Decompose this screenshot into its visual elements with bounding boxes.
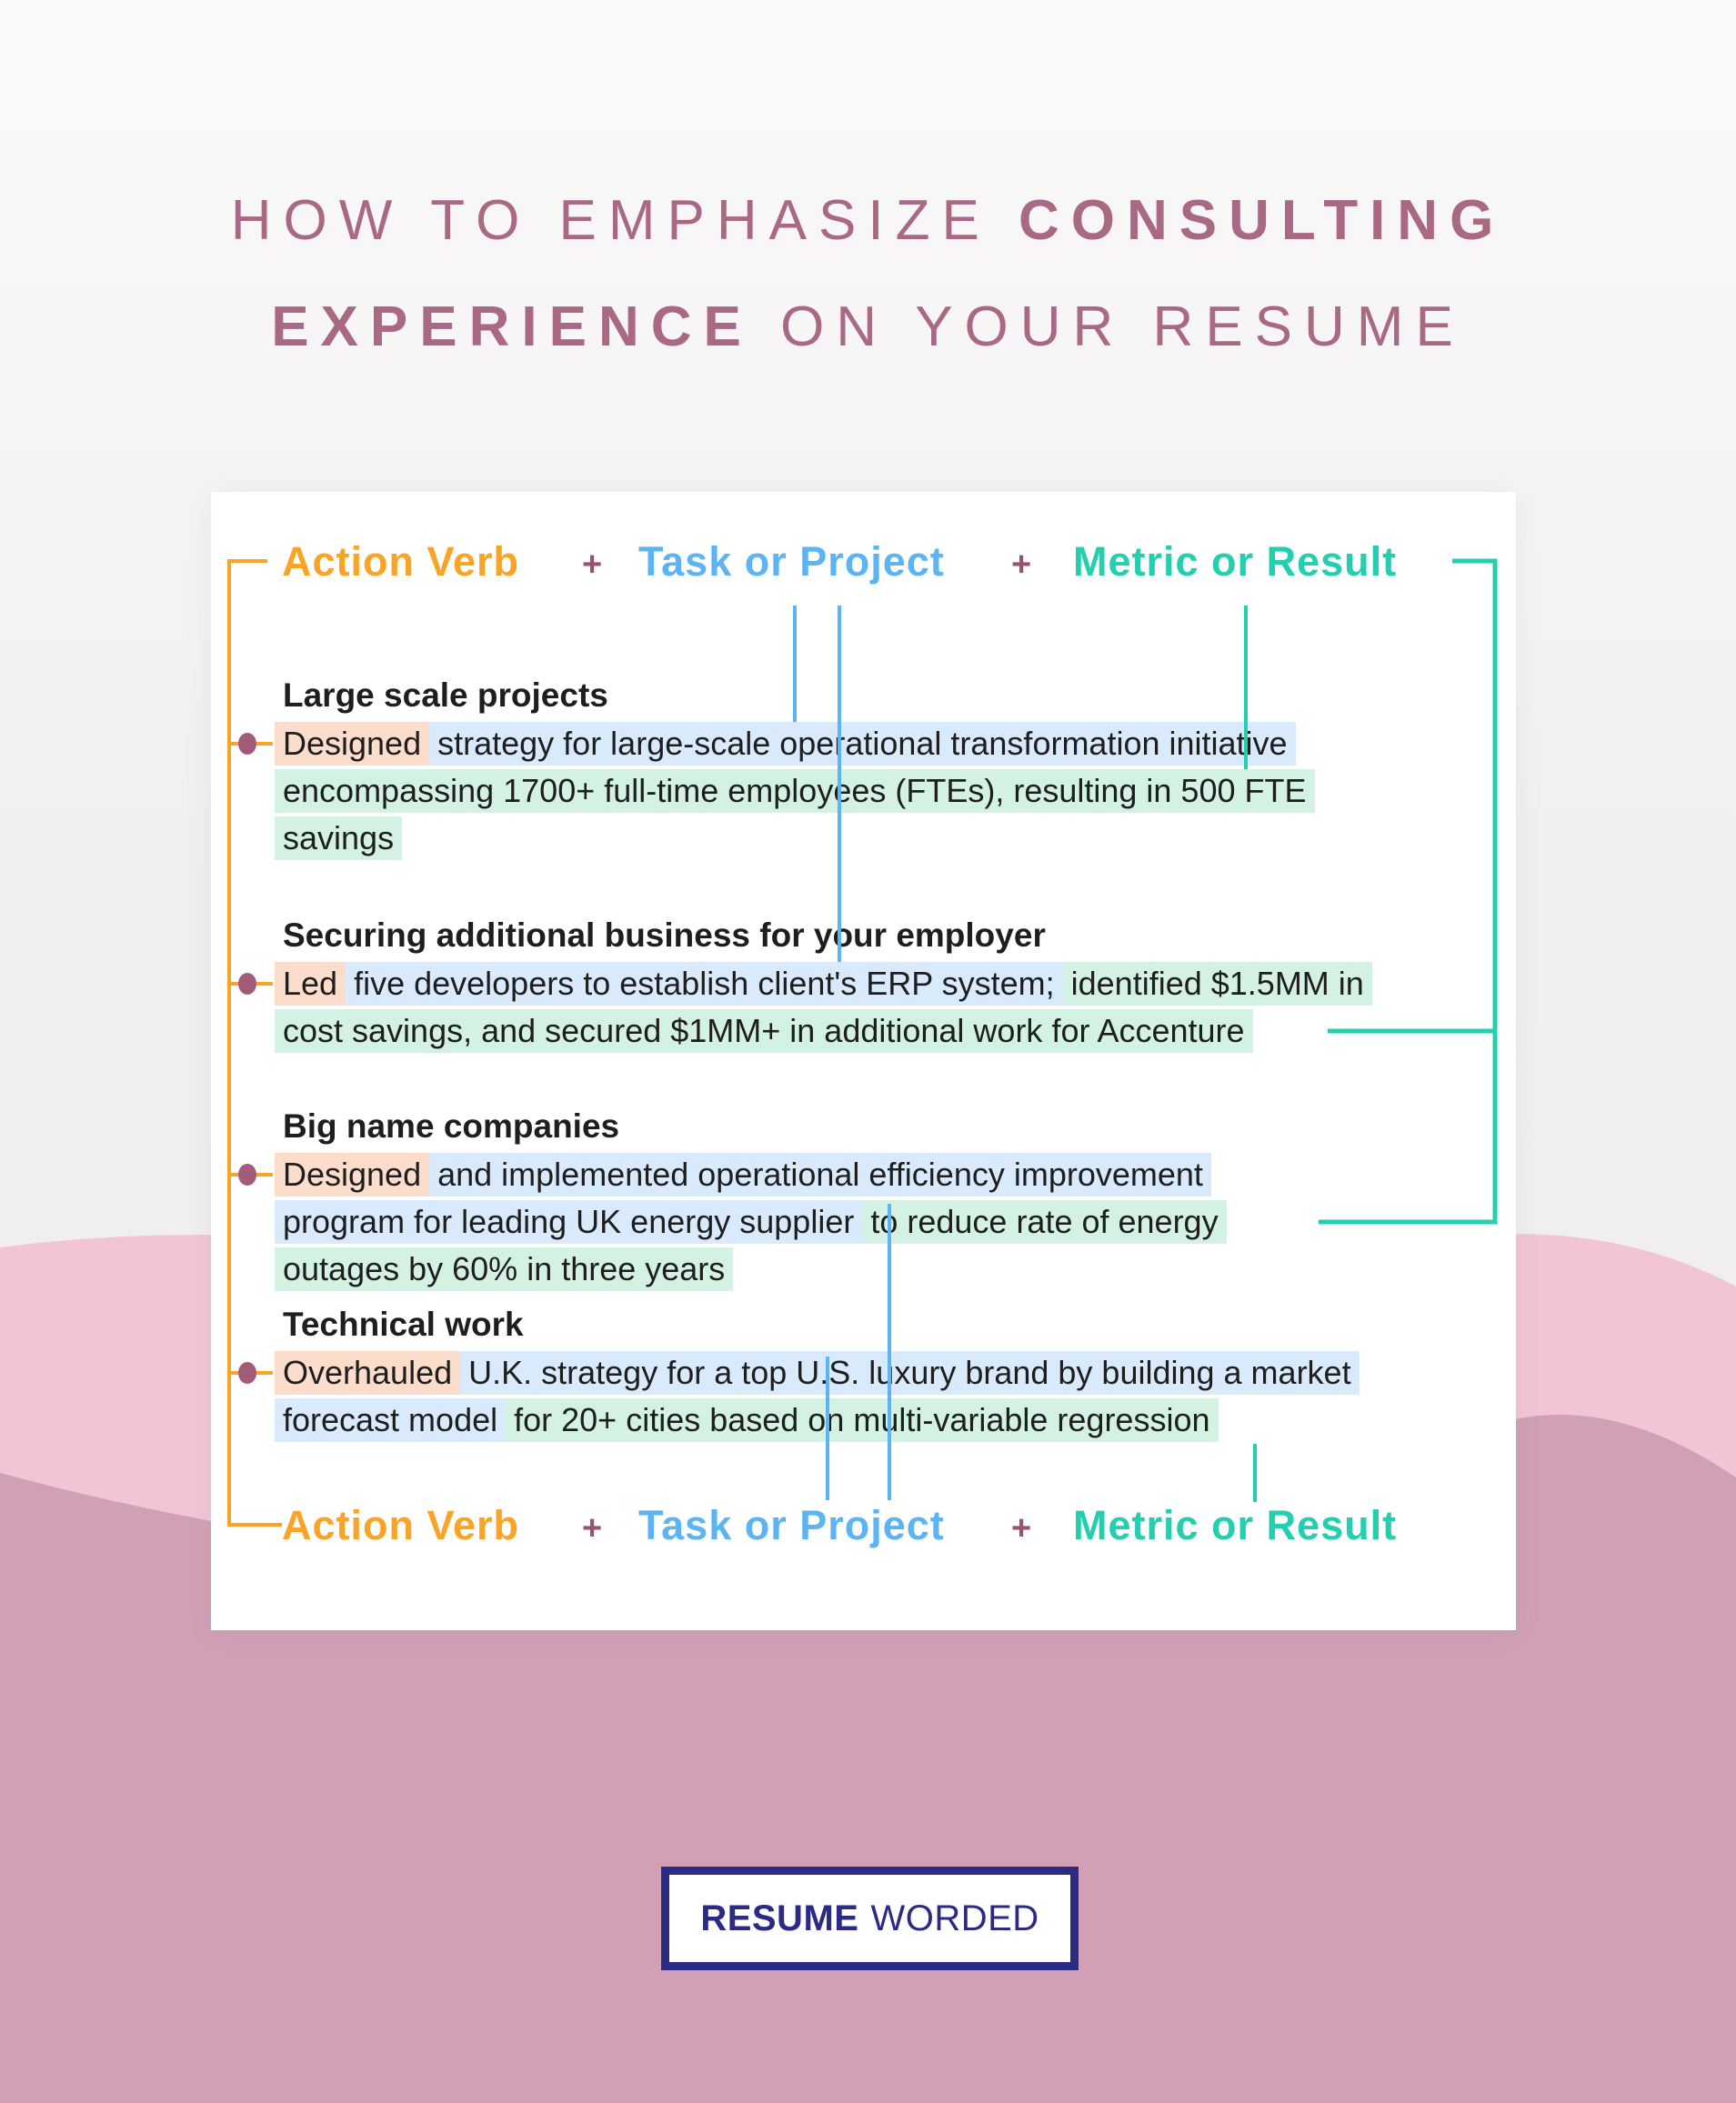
legend-action-verb-label: Action Verb [282,1502,520,1548]
highlight-action-verb: Overhauled [275,1351,460,1395]
resume-worded-logo [661,1867,1079,1970]
legend-task-project-label: Task or Project [638,538,945,585]
highlight-metric-result: cost savings, and secured $1MM+ in additional work for Accenture [275,1009,1253,1053]
title-line1-bold: CONSULTING [1019,189,1506,252]
plus-sign: + [582,546,604,584]
section-big-name-companies [275,1102,1227,1293]
highlight-metric-result: identified $1.5MM in [1063,962,1372,1006]
bullet-line [275,1246,1227,1293]
legend-metric-result-label: Metric or Result [1073,538,1398,585]
highlight-action-verb: Designed [275,1153,429,1197]
bullet-line [275,1198,1227,1246]
example-card [211,492,1516,1630]
highlight-task-project: and implemented operational efficiency improvement [429,1153,1211,1197]
section-heading: Technical work [283,1306,524,1343]
highlight-metric-result: encompassing 1700+ full-time employees (FTEs), resulting in 500 FTE [275,769,1315,813]
title-line2-bold: EXPERIENCE [271,295,753,358]
highlight-metric-result: for 20+ cities based on multi-variable regression [506,1398,1218,1442]
bullet-line [275,960,1372,1007]
bullet-line [275,1007,1372,1055]
highlight-task-project: U.K. strategy for a top U.S. luxury brand by building a market [460,1351,1359,1395]
highlight-task-project: program for leading UK energy supplier [275,1200,862,1244]
bullet-line [275,1397,1360,1444]
section-large-scale-projects [275,671,1315,862]
legend-top [0,538,1736,586]
logo-text-bold: RESUME [700,1898,859,1938]
highlight-task-project: five developers to establish client's ERP system; [346,962,1063,1006]
highlight-action-verb: Designed [275,722,429,766]
highlight-task-project: forecast model [275,1398,506,1442]
logo-text-regular: WORDED [870,1898,1039,1938]
section-securing-additional-business [275,911,1372,1055]
bullet-line [275,1151,1227,1198]
title-line1-regular: HOW TO EMPHASIZE [230,189,1019,252]
title-line2-regular: ON YOUR RESUME [752,295,1465,358]
legend-metric-result-label: Metric or Result [1073,1502,1398,1548]
highlight-metric-result: outages by 60% in three years [275,1247,733,1291]
bullet-line [275,720,1315,767]
section-heading: Large scale projects [283,676,608,714]
section-heading: Securing additional business for your employer [283,916,1046,954]
plus-sign: + [1011,1509,1033,1547]
bullet-line [275,767,1315,815]
page-title [0,167,1736,380]
highlight-metric-result: to reduce rate of energy [862,1200,1226,1244]
section-technical-work [275,1300,1360,1444]
highlight-metric-result: savings [275,816,402,860]
legend-action-verb-label: Action Verb [282,538,520,585]
plus-sign: + [582,1509,604,1547]
legend-task-project-label: Task or Project [638,1502,945,1548]
highlight-action-verb: Led [275,962,346,1006]
highlight-task-project: strategy for large-scale operational transformation initiative [429,722,1295,766]
legend-bottom [0,1502,1736,1549]
section-heading: Big name companies [283,1107,620,1145]
bullet-line [275,1349,1360,1397]
plus-sign: + [1011,546,1033,584]
bullet-line [275,815,1315,862]
